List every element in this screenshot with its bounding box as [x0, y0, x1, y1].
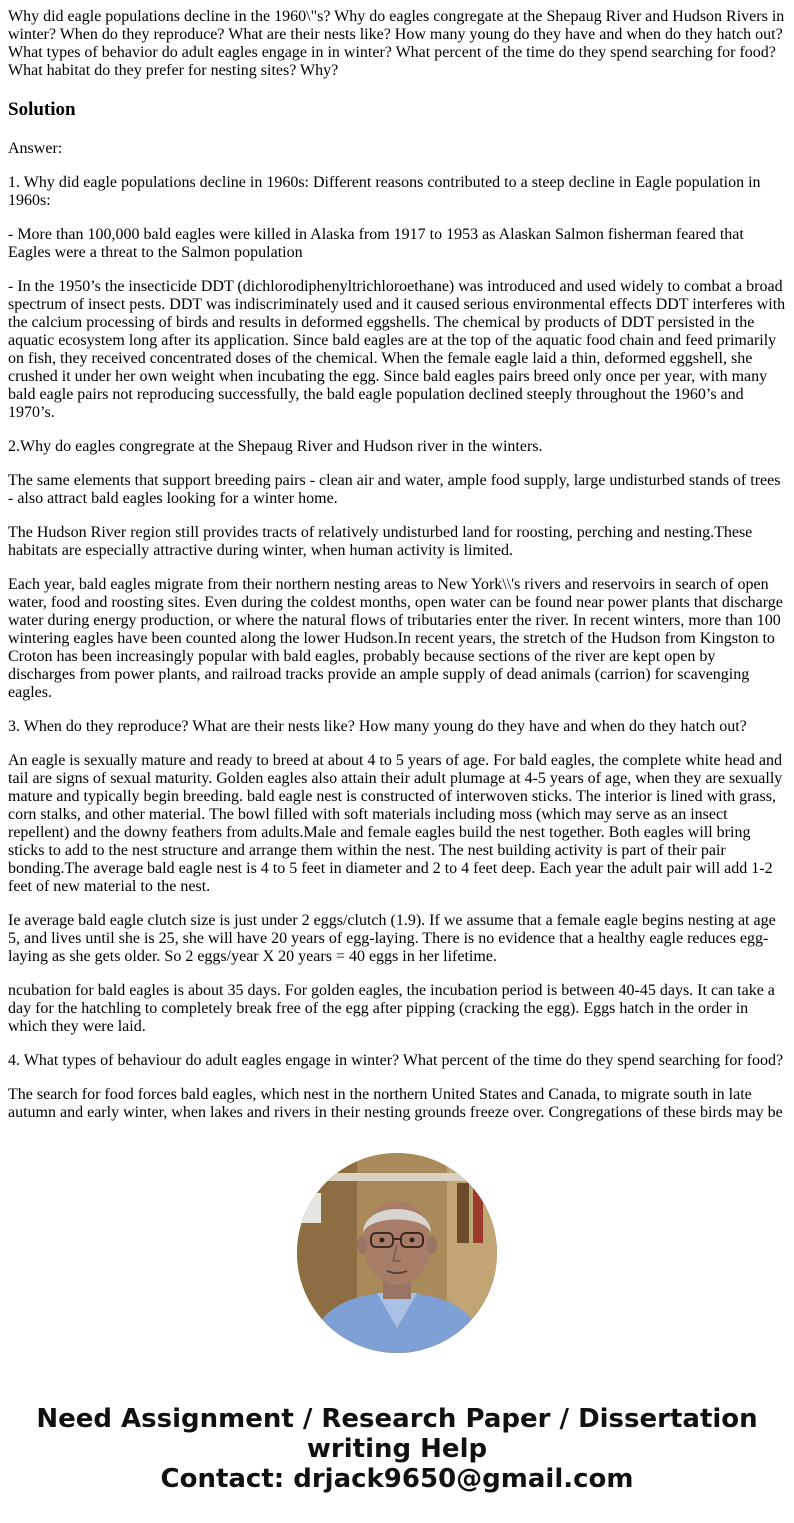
promo-line-2: writing Help	[306, 1434, 488, 1464]
answer-paragraph: Ie average bald eagle clutch size is just under 2 eggs/clutch (1.9). If we assume that a female eagle begins nesting at age 5, and lives until she is 25, she will have 20 years of egg-laying. There is no evidence that a healthy eagle reduces egg-laying as she gets older. So 2 eggs/year X 20 years = 40 eggs in her lifetime.	[8, 912, 776, 965]
question-text: Why did eagle populations decline in the 1960\"s? Why do eagles congregate at the Shepaug River and Hudson Rivers in winter? When do they reproduce? What are their nests like? How many young do they have and when do they hatch out? What types of behavior do adult eagles engage in in winter? What percent of the time do they spend searching for food? What habitat do they prefer for nesting sites? Why?	[8, 8, 785, 79]
answer-paragraph: 1. Why did eagle populations decline in 1960s: Different reasons contributed to a steep decline in Eagle population in 1960s:	[8, 174, 761, 209]
promo-contact: Contact: drjack9650@gmail.com	[160, 1464, 634, 1494]
answer-paragraph: The Hudson River region still provides tracts of relatively undisturbed land for roosting, perching and nesting.These habitats are especially attractive during winter, when human activity is limited.	[8, 524, 753, 559]
document-body	[8, 8, 786, 1122]
answer-paragraph: 2.Why do eagles congregrate at the Shepaug River and Hudson river in the winters.	[8, 438, 543, 455]
answer-paragraph: The search for food forces bald eagles, which nest in the northern United States and Canada, to migrate south in late autumn and early winter, when lakes and rivers in their nesting grounds freeze over. Congregations of these birds may be	[8, 1086, 783, 1121]
promo-line-1: Need Assignment / Research Paper / Dissertation	[36, 1404, 758, 1434]
answer-paragraph: ncubation for bald eagles is about 35 days. For golden eagles, the incubation period is between 40-45 days. It can take a day for the hatchling to completely break free of the egg after pipping (cracking the egg). Eggs hatch in the order in which they were laid.	[8, 982, 775, 1035]
author-photo-illustration	[297, 1153, 497, 1353]
answer-paragraph: - More than 100,000 bald eagles were killed in Alaska from 1917 to 1953 as Alaskan Salmon fisherman feared that Eagles were a threat to the Salmon population	[8, 226, 744, 261]
answer-paragraph: - In the 1950’s the insecticide DDT (dichlorodiphenyltrichloroethane) was introduced and used widely to combat a broad spectrum of insect pests. DDT was indiscriminately used and it caused serious environmental effects DDT interferes with the calcium processing of birds and results in deformed eggshells. The chemical by products of DDT persisted in the aquatic ecosystem long after its application. Since bald eagles are at the top of the aquatic food chain and feed primarily on fish, they received concentrated doses of the chemical. When the female eagle laid a thin, deformed eggshell, she crushed it under her own weight when incubating the egg. Since bald eagles pairs breed only once per year, with many bald eagle pairs not reproducing successfully, the bald eagle population declined steeply throughout the 1960’s and 1970’s.	[8, 278, 786, 421]
answer-paragraph: Each year, bald eagles migrate from their northern nesting areas to New York\\'s rivers and reservoirs in search of open water, food and roosting sites. Even during the coldest months, open water can be found near power plants that discharge water during energy production, or where the natural flows of tributaries enter the river. In recent winters, more than 100 wintering eagles have been counted along the lower Hudson.In recent years, the stretch of the Hudson from Kingston to Croton has been increasingly popular with bald eagles, probably because sections of the river are kept open by discharges from power plants, and railroad tracks provide an ample supply of dead animals (carrion) for scavenging eagles.	[8, 576, 783, 701]
promo-banner	[0, 1404, 794, 1494]
author-photo	[297, 1153, 497, 1353]
answer-paragraph: 4. What types of behaviour do adult eagles engage in winter? What percent of the time do they spend searching for food?	[8, 1052, 784, 1069]
answer-paragraph: An eagle is sexually mature and ready to breed at about 4 to 5 years of age. For bald eagles, the complete white head and tail are signs of sexual maturity. Golden eagles also attain their adult plumage at 4-5 years of age, when they are sexually mature and typically begin breeding. bald eagle nest is constructed of interwoven sticks. The interior is lined with grass, corn stalks, and other material. The bowl filled with soft materials including moss (which may serve as an insect repellent) and the downy feathers from adults.Male and female eagles build the nest together. Both eagles will bring sticks to add to the nest structure and arrange them within the nest. The nest building activity is part of their pair bonding.The average bald eagle nest is 4 to 5 feet in diameter and 2 to 4 feet deep. Each year the adult pair will add 1-2 feet of new material to the nest.	[8, 752, 783, 895]
solution-heading: Solution	[8, 99, 76, 120]
answer-paragraph: 3. When do they reproduce? What are their nests like? How many young do they have and when do they hatch out?	[8, 718, 747, 735]
answer-paragraph: The same elements that support breeding pairs - clean air and water, ample food supply, large undisturbed stands of trees - also attract bald eagles looking for a winter home.	[8, 472, 781, 507]
answer-label: Answer:	[8, 140, 63, 157]
